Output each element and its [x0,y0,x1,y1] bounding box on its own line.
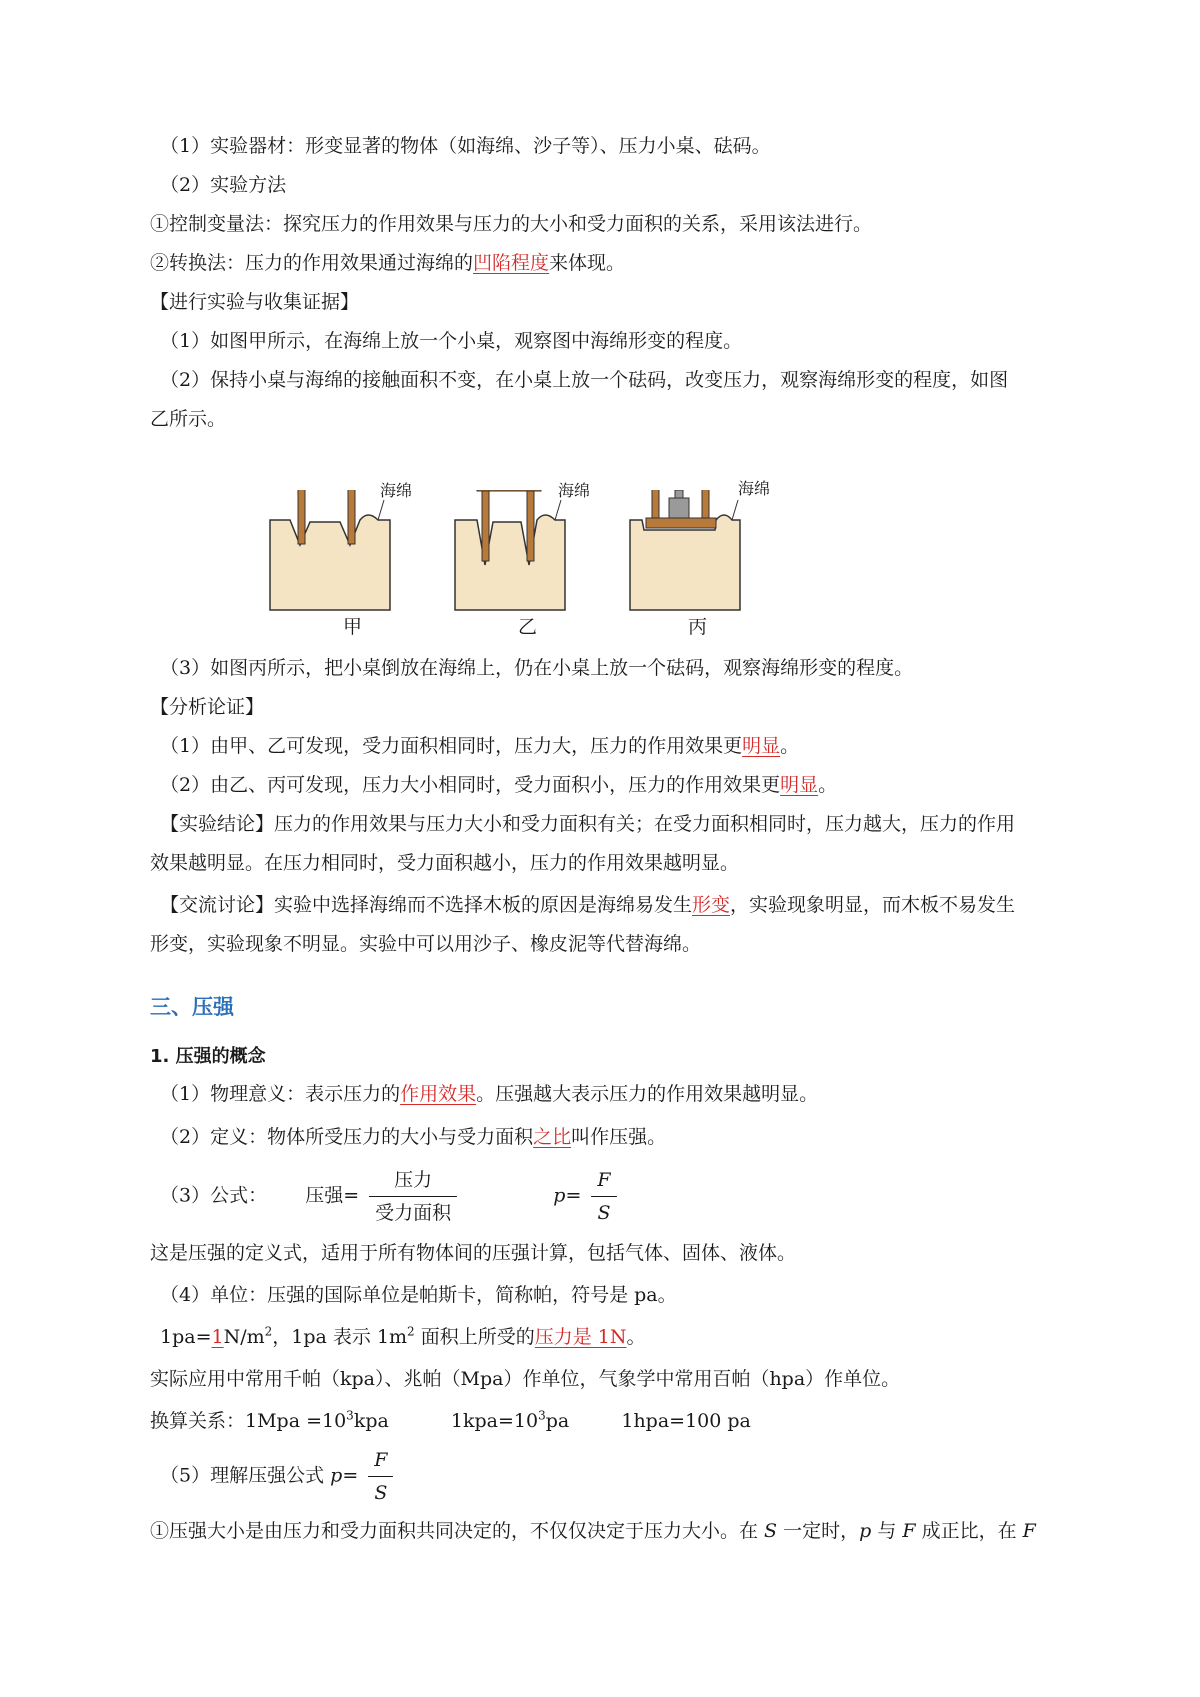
section-heading: 【分析论证】 [150,696,265,718]
text-span: ，实验现象明显，而木板不易发生 [730,894,1016,916]
text-span: （2）由乙、丙可发现，压力大小相同时，受力面积小，压力的作用效果更 [160,774,781,796]
sponge-experiment-figure [260,479,800,638]
text-span: 成正比，在 [915,1520,1023,1542]
text-span: = [565,1184,582,1207]
formula-line [160,1166,621,1227]
panel-bing [630,490,740,610]
figure-caption: 甲 [343,616,363,638]
text-line [160,1124,666,1150]
superscript: 2 [407,1324,415,1339]
table-leg [527,491,534,561]
table-leg [482,491,489,561]
panel-yi [455,490,565,610]
text-span: 1pa= [160,1326,212,1348]
numerator: F [591,1166,616,1197]
weight-knob [675,490,683,498]
sponge [630,515,740,610]
text-span: 。 [626,1326,646,1348]
text-line [160,1081,818,1107]
subsection-title: 1. 压强的概念 [150,1046,266,1067]
table-leg [702,490,709,518]
text-line: （1）如图甲所示，在海绵上放一个小桌，观察图中海绵形变的程度。 [160,330,743,352]
text-line [150,1408,751,1434]
table-top [646,518,716,528]
text-line: 这是压强的定义式，适用于所有物体间的压强计算，包括气体、固体、液体。 [150,1242,797,1264]
text-span: 。 [780,735,800,757]
highlight-answer: 形变 [692,894,731,916]
text-span: 1hpa=100 pa [621,1410,751,1432]
text-span: （5）理解压强公式 [160,1464,331,1487]
text-span: 面积上所受的 [414,1326,535,1348]
text-span: 与 [871,1520,903,1542]
section-title: 三、压强 [150,995,234,1019]
text-span: pa [545,1410,570,1432]
text-line: 形变，实验现象不明显。实验中可以用沙子、橡皮泥等代替海绵。 [150,933,702,955]
text-span: kpa [353,1410,389,1432]
text-span: 。压强越大表示压力的作用效果越明显。 [476,1083,819,1105]
text-line: 效果越明显。在压力相同时，受力面积越小，压力的作用效果越明显。 [150,852,740,874]
symbol-s: S [764,1520,778,1542]
superscript: 2 [264,1324,273,1339]
text-span: （1）物理意义：表示压力的 [160,1083,401,1105]
text-span: 压强= [305,1184,360,1207]
text-span: （1）由甲、乙可发现，受力面积相同时，压力大，压力的作用效果更 [160,735,743,757]
text-line [160,772,837,798]
text-span: 1kpa=10 [450,1410,539,1432]
text-line: （4）单位：压强的国际单位是帕斯卡，简称帕，符号是 pa。 [160,1284,677,1306]
fraction [591,1166,616,1227]
text-span: 一定时， [777,1520,860,1542]
fraction [368,1446,393,1507]
text-span: 换算关系：1Mpa =10 [150,1410,347,1432]
denominator: S [597,1202,611,1224]
highlight-answer: 压力是 1N [534,1326,627,1348]
highlight-answer: 作用效果 [400,1083,477,1105]
section-heading: 【进行实验与收集证据】 [150,291,360,313]
figure-caption: 乙 [518,616,538,638]
text-span: 叫作压强。 [571,1126,667,1148]
text-span: 【交流讨论】实验中选择海绵而不选择木板的原因是海绵易发生 [160,894,693,916]
highlight-answer: 1 [211,1326,224,1348]
superscript: 3 [346,1408,354,1423]
label-pointer [378,500,384,520]
text-line [160,892,1015,918]
text-span: ①压强大小是由压力和受力面积共同决定的，不仅仅决定于压力大小。在 [150,1520,765,1542]
text-line [160,1324,646,1350]
table-leg [348,490,355,544]
text-line: 【实验结论】压力的作用效果与压力大小和受力面积有关；在受力面积相同时，压力越大，压力的作用 [160,813,1016,835]
text-span: （2）定义：物体所受压力的大小与受力面积 [160,1126,534,1148]
highlight-answer: 凹陷程度 [473,252,550,274]
text-line [150,250,625,276]
sponge [455,515,565,610]
text-line: 乙所示。 [150,408,227,430]
text-line [150,1518,1036,1544]
panel-jia [270,490,390,610]
sponge-label: 海绵 [558,481,591,500]
highlight-answer: 之比 [533,1126,572,1148]
text-span: 。 [818,774,838,796]
table-leg [652,490,659,518]
label-pointer [555,500,561,520]
sponge-label: 海绵 [738,479,771,498]
text-line: （2）保持小桌与海绵的接触面积不变，在小桌上放一个砝码，改变压力，观察海绵形变的程度，如图 [160,369,1009,391]
fraction [369,1166,457,1227]
sponge [270,515,390,610]
figure-caption: 丙 [688,616,708,638]
denominator: S [374,1482,388,1504]
symbol-p: p [330,1464,343,1487]
text-line: 实际应用中常用千帕（kpa）、兆帕（Mpa）作单位，气象学中常用百帕（hpa）作单位。 [150,1368,901,1390]
text-line: （3）如图丙所示，把小桌倒放在海绵上，仍在小桌上放一个砝码，观察海绵形变的程度。 [160,657,914,679]
text-span: （3）公式： [160,1184,268,1207]
symbol-p: p [859,1520,872,1542]
label-pointer [732,500,738,520]
text-line: （1）实验器材：形变显著的物体（如海绵、沙子等）、压力小桌、砝码。 [160,135,771,157]
numerator: 压力 [369,1166,457,1197]
highlight-answer: 明显 [742,735,781,757]
text-span: ，1pa 表示 1m [272,1326,408,1348]
weight [669,498,689,518]
text-span: = [342,1464,359,1487]
highlight-answer: 明显 [780,774,819,796]
text-span: N/m [223,1326,265,1348]
text-line: ①控制变量法：探究压力的作用效果与压力的大小和受力面积的关系，采用该法进行。 [150,213,873,235]
sponge-figure-svg [260,490,800,620]
text-span: ②转换法：压力的作用效果通过海绵的 [150,252,474,274]
symbol-f: F [1022,1520,1036,1542]
denominator: 受力面积 [375,1202,452,1224]
superscript: 3 [538,1408,546,1423]
table-leg [298,490,305,544]
text-line [160,733,799,759]
text-span: 来体现。 [549,252,626,274]
symbol-f: F [902,1520,916,1542]
formula-line [160,1446,397,1507]
sponge-label: 海绵 [380,481,413,500]
symbol-p: p [553,1184,566,1207]
numerator: F [368,1446,393,1477]
text-line: （2）实验方法 [160,174,287,196]
